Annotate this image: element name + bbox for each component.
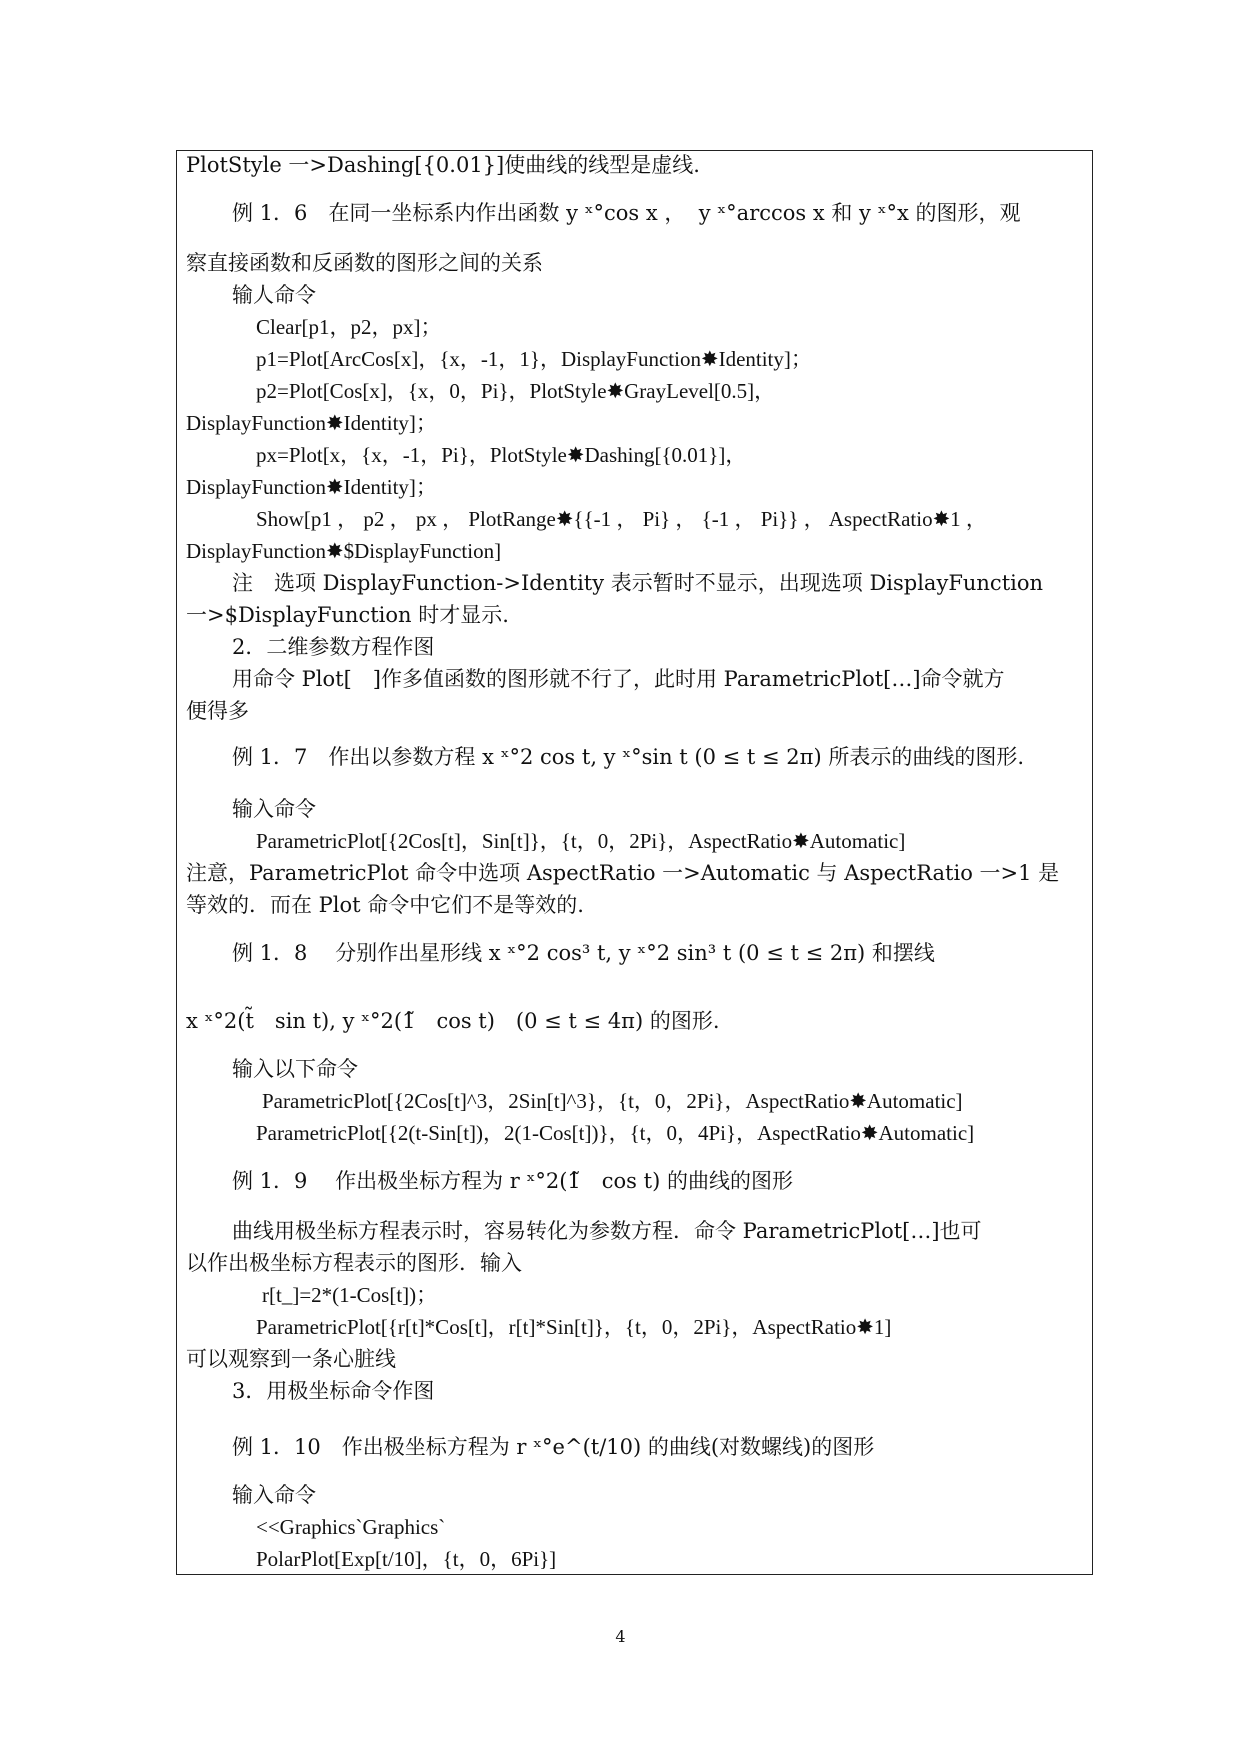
formula-line: x ˣ°2(t̃ sin t), y ˣ°2(1̃ cos t) (0 ≤ t ≤ 4π) 的图形. — [186, 1009, 720, 1033]
page-number: 4 — [615, 1627, 626, 1646]
code-line: Clear[p1，p2，px]； — [256, 315, 442, 339]
text-line: 输入以下命令 — [232, 1057, 358, 1081]
code-line: p1=Plot[ArcCos[x]，{x，-1，1}，DisplayFunction✸Identity]； — [256, 347, 812, 371]
text-line: 可以观察到一条心脏线 — [186, 1347, 396, 1371]
text-line: 输入命令 — [232, 797, 316, 821]
example-heading: 例 1．6 在同一坐标系内作出函数 y ˣ°cos x ， y ˣ°arccos x 和 y ˣ°x 的图形，观 — [232, 201, 1021, 225]
text-line: 输人命令 — [232, 283, 316, 307]
section-heading: 3．用极坐标命令作图 — [232, 1379, 435, 1403]
code-line: <<Graphics`Graphics` — [256, 1515, 446, 1539]
code-line: Show[p1 ， p2 ， px ， PlotRange✸{{-1 ， Pi} ， {-1 ， Pi}} ， AspectRatio✸1 ， — [256, 507, 987, 531]
code-line: PolarPlot[Exp[t/10]，{t，0，6Pi}] — [256, 1547, 557, 1571]
code-line: r[t_]=2*(1-Cos[t])； — [262, 1283, 438, 1307]
note-line: 注 选项 DisplayFunction->Identity 表示暂时不显示，出现选项 DisplayFunction — [232, 571, 1044, 595]
code-line: ParametricPlot[{2(t-Sin[t])，2(1-Cos[t])}，{t，0，4Pi}，AspectRatio✸Automatic] — [256, 1121, 975, 1145]
text-line: 一>$DisplayFunction 时才显示. — [186, 603, 509, 627]
code-line: ParametricPlot[{2Cos[t]^3，2Sin[t]^3}，{t，0，2Pi}，AspectRatio✸Automatic] — [262, 1089, 963, 1113]
text-line: 以作出极坐标方程表示的图形．输入 — [186, 1251, 522, 1275]
example-heading: 例 1．10 作出极坐标方程为 r ˣ°e^(t/10) 的曲线(对数螺线)的图形 — [232, 1435, 875, 1459]
text-line: 注意，ParametricPlot 命令中选项 AspectRatio 一>Automatic 与 AspectRatio 一>1 是 — [186, 861, 1060, 885]
text-line: PlotStyle 一>Dashing[{0.01}]使曲线的线型是虚线. — [186, 153, 700, 177]
code-line: ParametricPlot[{r[t]*Cos[t]，r[t]*Sin[t]}，{t，0，2Pi}，AspectRatio✸1] — [256, 1315, 892, 1339]
text-line: 曲线用极坐标方程表示时，容易转化为参数方程．命令 ParametricPlot[…]也可 — [232, 1219, 982, 1243]
text-line: 用命令 Plot[ ]作多值函数的图形就不行了，此时用 ParametricPlot[…]命令就方 — [232, 667, 1005, 691]
text-line: 等效的．而在 Plot 命令中它们不是等效的. — [186, 893, 584, 917]
example-heading: 例 1．7 作出以参数方程 x ˣ°2 cos t, y ˣ°sin t (0 ≤ t ≤ 2π) 所表示的曲线的图形. — [232, 745, 1025, 769]
text-line: 输入命令 — [232, 1483, 316, 1507]
code-line: DisplayFunction✸$DisplayFunction] — [186, 539, 502, 563]
code-line: ParametricPlot[{2Cos[t]，Sin[t]}，{t，0，2Pi}，AspectRatio✸Automatic] — [256, 829, 906, 853]
code-line: p2=Plot[Cos[x]，{x，0，Pi}，PlotStyle✸GrayLevel[0.5]， — [256, 379, 776, 403]
section-heading: 2．二维参数方程作图 — [232, 635, 435, 659]
code-line: px=Plot[x，{x，-1，Pi}，PlotStyle✸Dashing[{0.01}]， — [256, 443, 747, 467]
example-heading: 例 1．8 分别作出星形线 x ˣ°2 cos³ t, y ˣ°2 sin³ t (0 ≤ t ≤ 2π) 和摆线 — [232, 941, 935, 965]
code-line: DisplayFunction✸Identity]； — [186, 475, 437, 499]
text-line: 察直接函数和反函数的图形之间的关系 — [186, 251, 543, 275]
text-line: 便得多 — [186, 699, 249, 723]
code-line: DisplayFunction✸Identity]； — [186, 411, 437, 435]
example-heading: 例 1．9 作出极坐标方程为 r ˣ°2(1̃ cos t) 的曲线的图形 — [232, 1169, 793, 1193]
